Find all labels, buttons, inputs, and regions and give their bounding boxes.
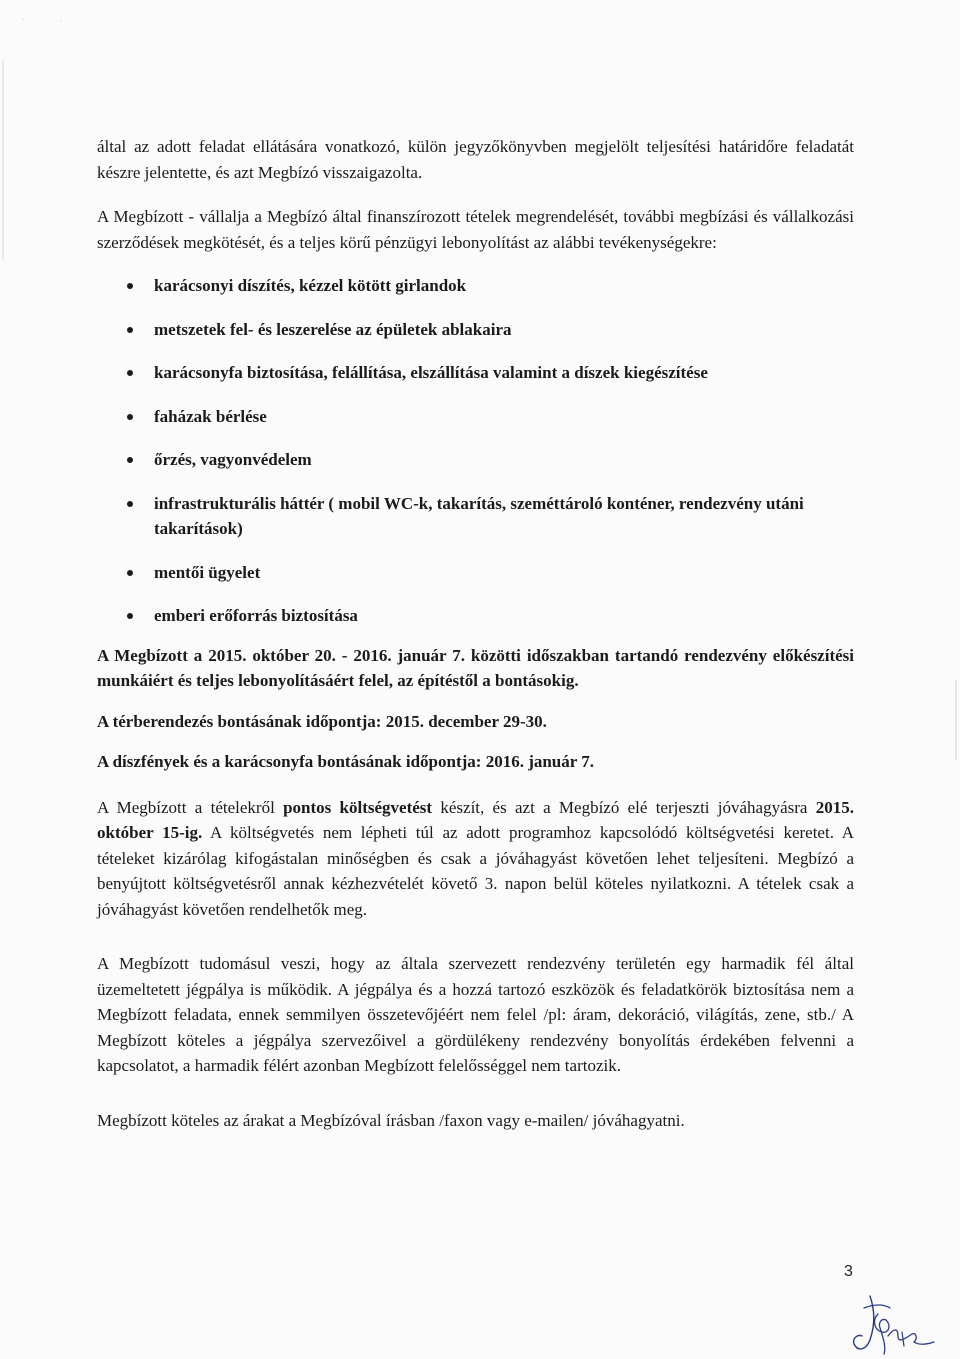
budget-paragraph <box>97 795 854 923</box>
activity-item: karácsonyfa biztosítása, felállítása, elszállítása valamint a díszek kiegészítése <box>97 360 854 386</box>
svg-text:·: · <box>60 17 63 26</box>
budget-text-1: A Megbízott a tételekről <box>97 797 284 817</box>
document-body <box>97 134 854 1133</box>
svg-text:·: · <box>22 15 25 24</box>
dismantle-structures-date: A térberendezés bontásának időpontja: 2015. december 29-30. <box>97 711 547 731</box>
page-number: 3 <box>844 1263 853 1280</box>
activity-item: mentői ügyelet <box>97 560 854 586</box>
dismantle-lights-date: A díszfények és a karácsonyfa bontásának időpontja: 2016. január 7. <box>97 752 595 771</box>
activity-item: faházak bérlése <box>97 404 854 430</box>
pricing-paragraph: Megbízott köteles az árakat a Megbízóval írásban /faxon vagy e-mailen/ jóváhagyatni. <box>97 1110 685 1130</box>
activity-item: infrastrukturális háttér ( mobil WC-k, takarítás, szeméttároló konténer, rendezvény utáni takarítások) <box>97 491 854 542</box>
budget-text-2: készít, és azt a Megbízó elé terjeszti jóváhagyásra <box>432 797 816 817</box>
ice-rink-paragraph: A Megbízott tudomásul veszi, hogy az általa szervezett rendezvény területén egy harmadik fél által üzemeltetett jégpálya is működik. A jégpálya és a hozzá tartozó eszközök és feladatkörök biztosítása nem a Megbízott feladata, ennek semmilyen összetevőjéért nem felel /pl: áram, dekoráció, világítás, zene, stb./ A Megbízott köteles a jégpálya szervezőivel a gördülékeny rendezvény bonyolítás érdekében felvenni a kapcsolatot, a harmadik félért azonban Megbízott felelősséggel nem tartozik. <box>97 954 854 1075</box>
budget-deadline: 2015. október 15-ig. <box>97 797 855 842</box>
activity-item: karácsonyi díszítés, kézzel kötött girlandok <box>97 273 854 299</box>
budget-emphasis-1: pontos költségvetést <box>283 797 433 817</box>
commitment-paragraph: A Megbízott - vállalja a Megbízó által finanszírozott tételek megrendelését, további megbízási és vállalkozási szerződések megkötését, és a teljes körű pénzügyi lebonyolítást az alábbi tevékenységekre: <box>97 207 854 252</box>
activities-list <box>97 273 854 629</box>
activity-item: őrzés, vagyonvédelem <box>97 447 854 473</box>
intro-paragraph: által az adott feladat ellátására vonatkozó, külön jegyzőkönyvben megjelölt teljesítési határidőre feladatát készre jelentette, és azt Megbízó visszaigazolta. <box>97 137 854 182</box>
budget-text-3: A költségvetés nem lépheti túl az adott programhoz kapcsolódó költségvetési keretet. A tételeket kizárólag kifogástalan minőségben és csak a jóváhagyást követően lehet teljesíteni. Megbízó a benyújtott költségvetésről annak kézhezvételét követő 3. napon belül köteles nyilatkozni. A tételek csak a jóváhagyást követően rendelhetők meg. <box>97 823 854 919</box>
activity-item: emberi erőforrás biztosítása <box>97 603 854 629</box>
responsibility-paragraph: A Megbízott a 2015. október 20. - 2016. január 7. közötti időszakban tartandó rendezvény előkészítési munkáiért és teljes lebonyolításáért felel, az építéstől a bontásokig. <box>97 645 854 690</box>
handwritten-signature-icon <box>840 1288 940 1358</box>
activity-item: metszetek fel- és leszerelése az épületek ablakaira <box>97 317 854 343</box>
